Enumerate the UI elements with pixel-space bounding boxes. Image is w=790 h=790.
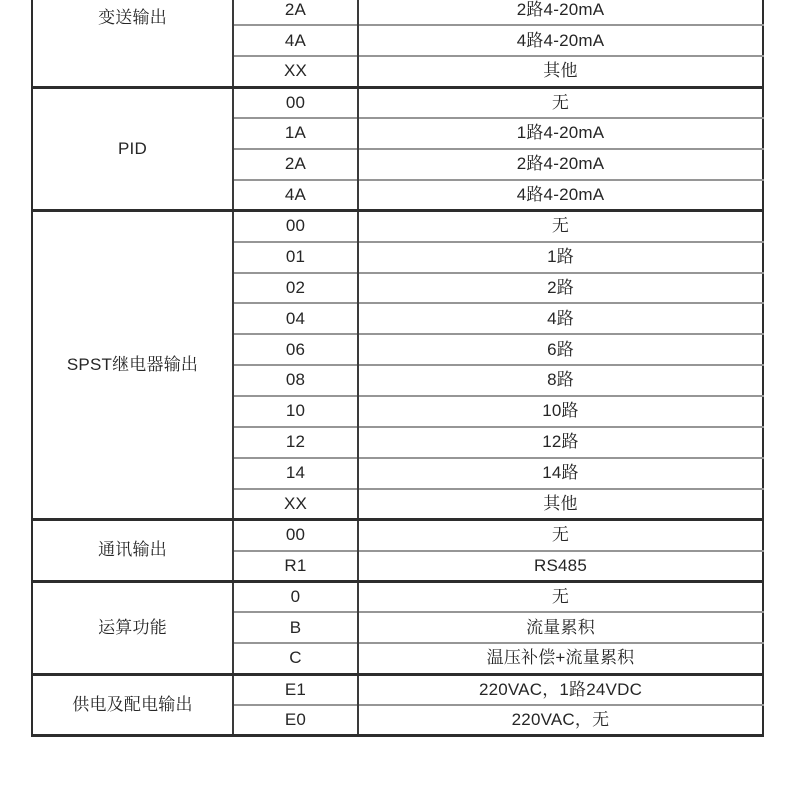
table-row bbox=[32, 211, 763, 242]
code-cell: 00 bbox=[233, 87, 358, 118]
code-cell: 10 bbox=[233, 396, 358, 427]
spec-section bbox=[32, 674, 763, 736]
spec-section bbox=[32, 520, 763, 582]
spec-section bbox=[32, 0, 763, 87]
description-cell: 10路 bbox=[358, 396, 763, 427]
code-cell: XX bbox=[233, 489, 358, 520]
table-row bbox=[32, 674, 763, 705]
description-cell: 220VAC，无 bbox=[358, 705, 763, 736]
code-cell: E1 bbox=[233, 674, 358, 705]
code-cell: 01 bbox=[233, 242, 358, 273]
code-cell: 02 bbox=[233, 273, 358, 304]
code-cell: E0 bbox=[233, 705, 358, 736]
spec-section bbox=[32, 211, 763, 520]
description-cell: 8路 bbox=[358, 365, 763, 396]
description-cell: 流量累积 bbox=[358, 612, 763, 643]
code-cell: B bbox=[233, 612, 358, 643]
description-cell: 温压补偿+流量累积 bbox=[358, 643, 763, 674]
table-row bbox=[32, 520, 763, 551]
code-cell: 12 bbox=[233, 427, 358, 458]
category-cell: 变送输出 bbox=[32, 0, 233, 87]
table-row bbox=[32, 87, 763, 118]
code-cell: 4A bbox=[233, 180, 358, 211]
description-cell: 其他 bbox=[358, 489, 763, 520]
code-cell: 0 bbox=[233, 581, 358, 612]
code-cell: 00 bbox=[233, 211, 358, 242]
description-cell: RS485 bbox=[358, 551, 763, 582]
description-cell: 220VAC，1路24VDC bbox=[358, 674, 763, 705]
description-cell: 无 bbox=[358, 211, 763, 242]
spec-section bbox=[32, 581, 763, 674]
description-cell: 1路 bbox=[358, 242, 763, 273]
spec-section bbox=[32, 87, 763, 211]
code-cell: C bbox=[233, 643, 358, 674]
table-row bbox=[32, 581, 763, 612]
product-spec-table bbox=[31, 0, 764, 737]
code-cell: 08 bbox=[233, 365, 358, 396]
table-row bbox=[32, 0, 763, 25]
category-cell: 运算功能 bbox=[32, 581, 233, 674]
description-cell: 2路4-20mA bbox=[358, 0, 763, 25]
code-cell: 06 bbox=[233, 334, 358, 365]
description-cell: 2路4-20mA bbox=[358, 149, 763, 180]
code-cell: 4A bbox=[233, 25, 358, 56]
category-cell: 通讯输出 bbox=[32, 520, 233, 582]
description-cell: 4路4-20mA bbox=[358, 25, 763, 56]
code-cell: 2A bbox=[233, 0, 358, 25]
description-cell: 4路 bbox=[358, 303, 763, 334]
description-cell: 无 bbox=[358, 87, 763, 118]
description-cell: 其他 bbox=[358, 56, 763, 87]
code-cell: R1 bbox=[233, 551, 358, 582]
description-cell: 4路4-20mA bbox=[358, 180, 763, 211]
category-cell: PID bbox=[32, 87, 233, 211]
description-cell: 12路 bbox=[358, 427, 763, 458]
code-cell: 00 bbox=[233, 520, 358, 551]
category-cell: 供电及配电输出 bbox=[32, 674, 233, 736]
code-cell: 14 bbox=[233, 458, 358, 489]
description-cell: 14路 bbox=[358, 458, 763, 489]
description-cell: 无 bbox=[358, 581, 763, 612]
table-clip-region bbox=[31, 0, 764, 737]
description-cell: 无 bbox=[358, 520, 763, 551]
code-cell: 04 bbox=[233, 303, 358, 334]
code-cell: 1A bbox=[233, 118, 358, 149]
description-cell: 1路4-20mA bbox=[358, 118, 763, 149]
category-cell: SPST继电器输出 bbox=[32, 211, 233, 520]
code-cell: XX bbox=[233, 56, 358, 87]
description-cell: 6路 bbox=[358, 334, 763, 365]
code-cell: 2A bbox=[233, 149, 358, 180]
description-cell: 2路 bbox=[358, 273, 763, 304]
